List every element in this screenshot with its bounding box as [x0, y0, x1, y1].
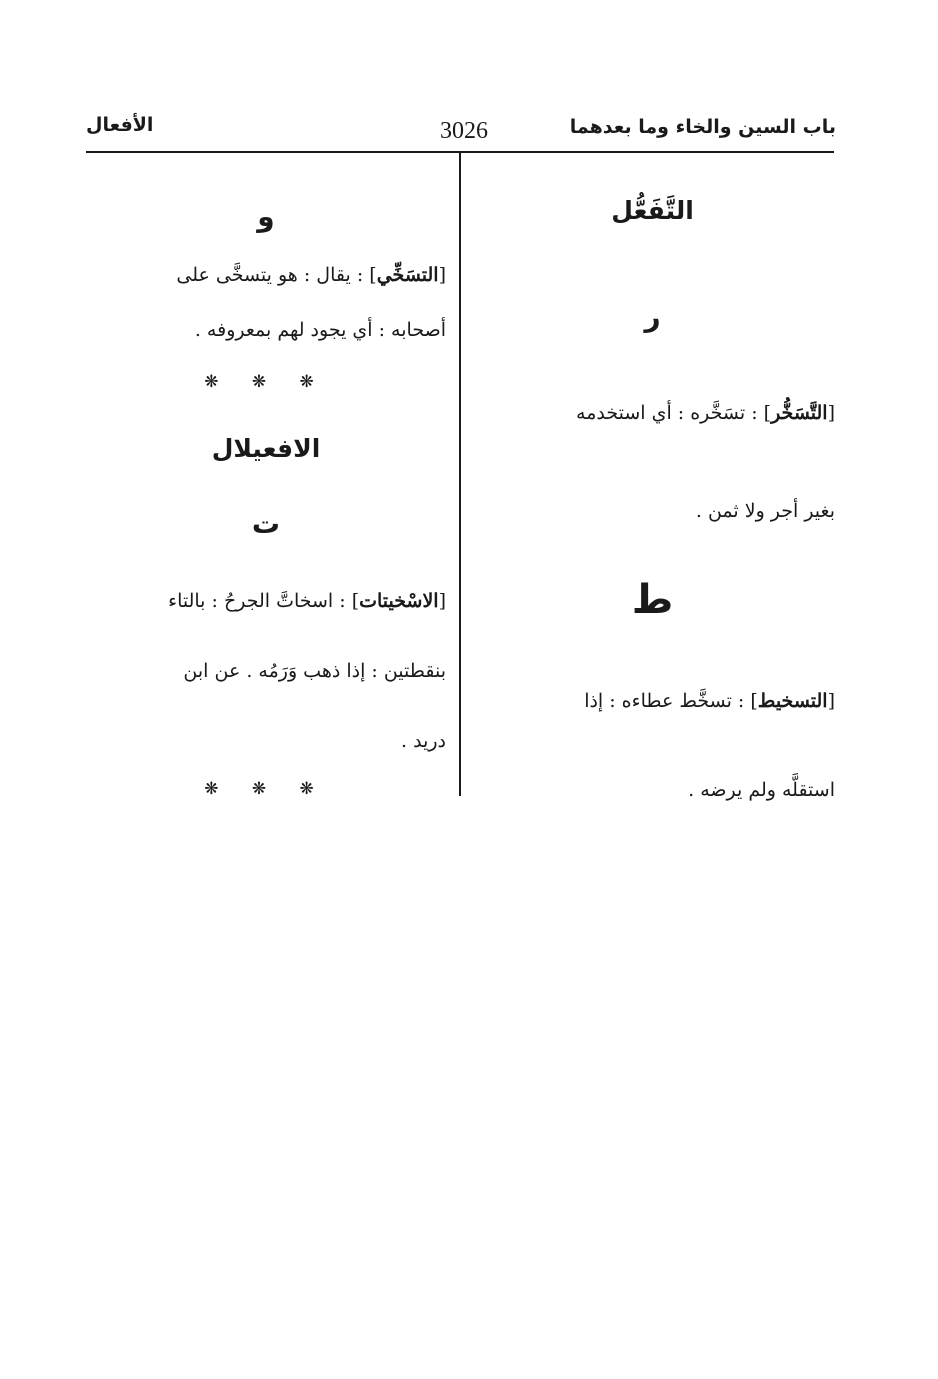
entry-tasakhkhi-line-1: [176, 266, 446, 285]
entry-tasakhkhur-line-1: [576, 404, 835, 423]
root-letter-waw: و: [257, 200, 275, 233]
bracket-close: ]: [369, 264, 377, 286]
page-number: 3026: [440, 118, 488, 144]
entry-definition: : يقال : هو يتسخَّى على: [176, 264, 364, 286]
entry-tasakhkhur-line-2: بغير أجر ولا ثمن .: [695, 500, 835, 522]
entry-term: الاسْخيتات: [359, 590, 439, 612]
entry-iskhitat-line-1: [168, 592, 446, 611]
separator-stars: ❋ ❋ ❋: [204, 779, 328, 799]
section-title: الأفعال: [86, 114, 154, 136]
entry-tasakhkhi-line-2: أصحابه : أي يجود لهم بمعروفه .: [194, 319, 446, 341]
column-divider: [459, 153, 461, 796]
section-heading-tafaul: التَّفَعُّل: [611, 196, 694, 225]
scan-speck: .: [212, 990, 214, 996]
entry-definition: : اسخاتَّ الجرحُ : بالتاء: [168, 590, 346, 612]
bracket-open: [: [438, 590, 446, 612]
chapter-title: باب السين والخاء وما بعدهما: [569, 116, 836, 138]
entry-iskhitat-line-2: بنقطتين : إذا ذهب وَرَمُه . عن ابن: [183, 660, 446, 682]
separator-stars: ❋ ❋ ❋: [204, 372, 328, 392]
entry-definition: : تسَخَّره : أي استخدمه: [576, 402, 758, 424]
entry-taskhit-line-2: استقلَّه ولم يرضه .: [688, 779, 835, 801]
bracket-close: ]: [351, 590, 360, 612]
scan-speck: .: [168, 1264, 170, 1270]
entry-term: التسَخِّي: [376, 264, 439, 286]
bracket-close: ]: [763, 402, 772, 424]
bracket-open: [: [827, 690, 835, 712]
bracket-close: ]: [750, 690, 758, 712]
root-letter-ra: ر: [644, 300, 661, 333]
entry-taskhit-line-1: [584, 692, 835, 711]
root-letter-ta-dotted: ت: [251, 507, 281, 540]
entry-term: التَّسَخُّر: [771, 402, 828, 424]
bracket-open: [: [438, 264, 446, 286]
bracket-open: [: [827, 402, 835, 424]
entry-definition: : تسخَّط عطاءه : إذا: [584, 690, 745, 712]
section-heading-ifiylal: الافعيلال: [211, 434, 321, 463]
root-letter-ta: ط: [631, 577, 674, 623]
entry-term: التسخيط: [757, 690, 828, 712]
scan-speck: .: [520, 1006, 522, 1012]
entry-iskhitat-line-3: دريد .: [401, 730, 446, 752]
